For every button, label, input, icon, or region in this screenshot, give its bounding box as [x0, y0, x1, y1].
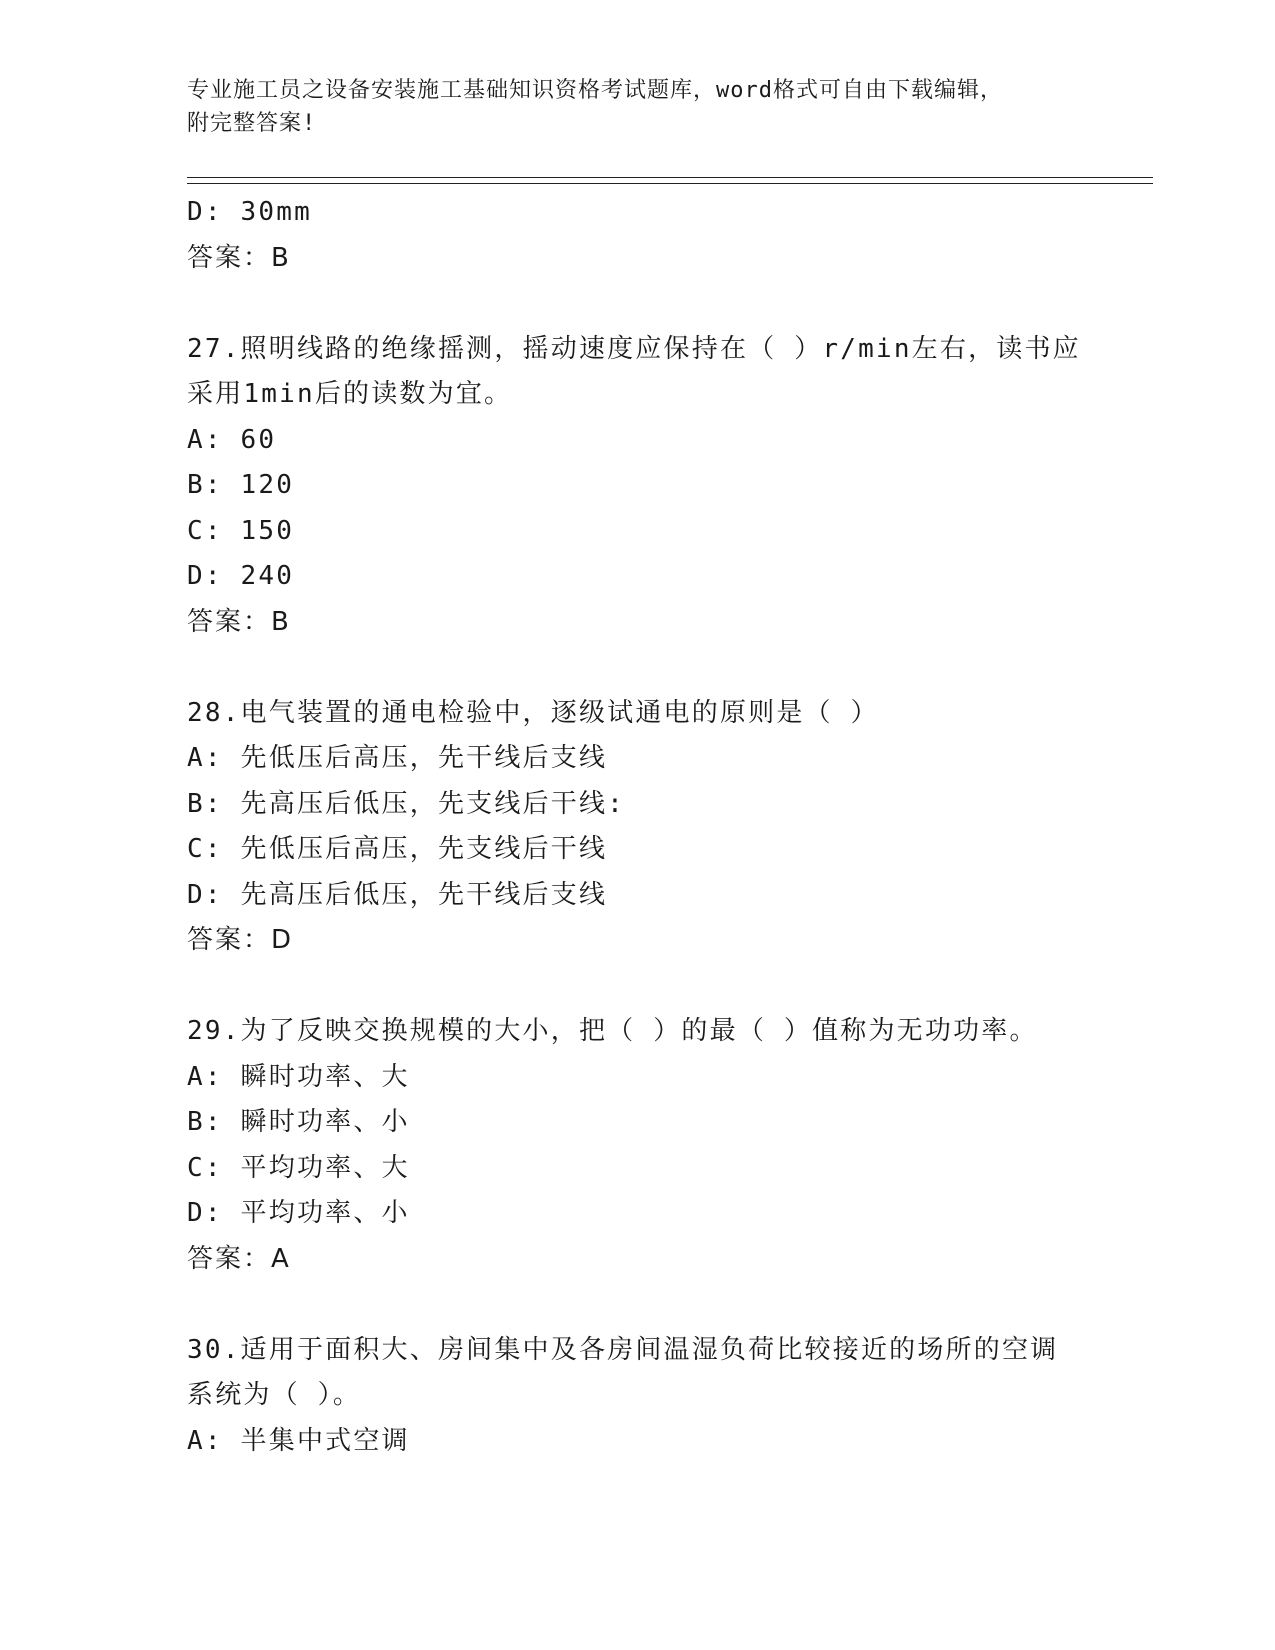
prev-answer: 答案：B	[187, 242, 291, 273]
option-a: A: 瞬时功率、大	[187, 1061, 410, 1092]
question-30	[187, 1328, 1107, 1465]
option-c: C: 先低压后高压，先支线后干线	[187, 834, 608, 864]
answer: 答案：D	[187, 925, 294, 955]
option-d: D: 平均功率、小	[187, 1198, 410, 1228]
option-c: C: 平均功率、大	[187, 1152, 410, 1183]
question-29	[187, 1009, 1107, 1282]
question-stem-line: 系统为（ ）。	[187, 1380, 362, 1410]
spacer	[187, 1282, 1107, 1328]
option-b: B: 先高压后低压，先支线后干线:	[187, 788, 626, 819]
spacer	[187, 964, 1107, 1010]
spacer	[187, 645, 1107, 691]
answer: 答案：B	[187, 606, 291, 637]
spacer	[187, 281, 1107, 327]
option-c: C: 150	[187, 515, 295, 546]
header-line-1: 专业施工员之设备安装施工基础知识资格考试题库，word格式可自由下载编辑，	[187, 78, 1003, 103]
header-line-2: 附完整答案!	[187, 111, 317, 136]
answer: 答案：A	[187, 1243, 291, 1274]
question-27	[187, 327, 1107, 646]
question-stem-line: 30.适用于面积大、房间集中及各房间温湿负荷比较接近的场所的空调	[187, 1334, 1059, 1365]
option-d: D: 240	[187, 561, 295, 591]
option-b: B: 120	[187, 470, 295, 500]
option-d: D: 先高压后低压，先干线后支线	[187, 879, 608, 910]
question-list	[187, 190, 1107, 1464]
option-a: A: 先低压后高压，先干线后支线	[187, 743, 608, 773]
option-b: B: 瞬时功率、小	[187, 1107, 410, 1137]
question-stem-line: 采用1min后的读数为宜。	[187, 379, 513, 409]
header-divider-top	[187, 177, 1153, 178]
page-header	[187, 74, 1067, 140]
question-stem-line: 29.为了反映交换规模的大小，把（ ）的最（ ）值称为无功功率。	[187, 1016, 1038, 1046]
question-stem-line: 27.照明线路的绝缘摇测，摇动速度应保持在（ ）r/min左右，读书应	[187, 333, 1081, 364]
question-stem-line: 28.电气装置的通电检验中，逐级试通电的原则是（ ）	[187, 697, 879, 728]
header-divider-bottom	[187, 183, 1153, 184]
option-a: A: 60	[187, 424, 277, 455]
prev-option-d: D: 30mm	[187, 197, 312, 227]
option-a: A: 半集中式空调	[187, 1425, 410, 1456]
question-28	[187, 691, 1107, 964]
